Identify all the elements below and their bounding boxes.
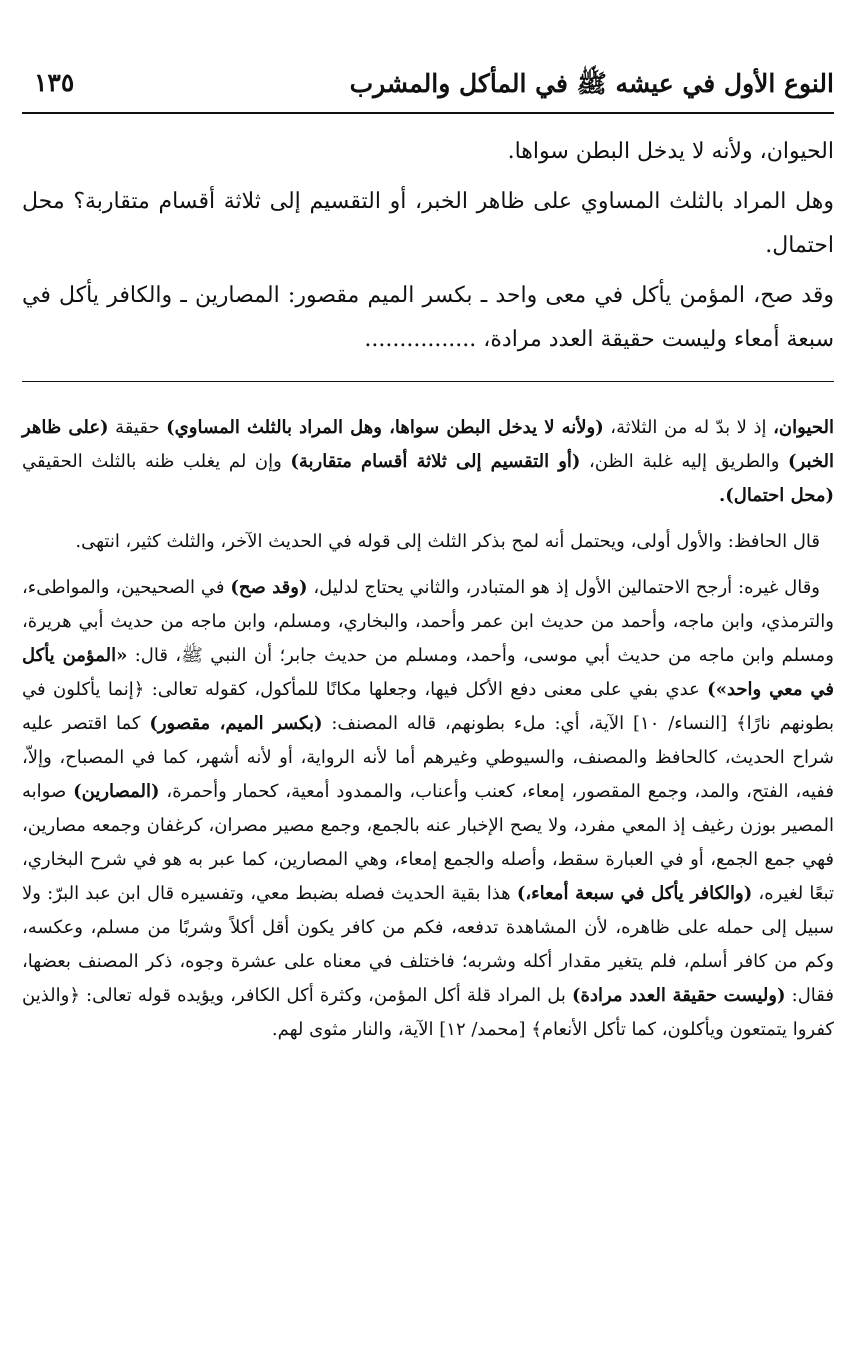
quoted-matn-text: (وليست حقيقة العدد مرادة): [572, 985, 786, 1006]
quoted-matn-text: (المصارين): [73, 781, 160, 802]
quoted-matn-text: (بكسر الميم، مقصور): [149, 713, 323, 734]
commentary-run: هذا بقية الحديث فصله بضبط معي، وتفسيره قال ابن عبد البرّ: ولا سبيل إلى حمله على ظاهره، لأن المشاهدة تدفعه، فكم من كافر يكون أقل أكلاً وشربًا من مسلم، وعكسه، وكم من كافر أسلم، فلم يتغير مقدار أكله وشربه؛ فاختلف في معناه على عشرة وجوه، ذكر المصنف بعضها، فقال:: [22, 883, 834, 1006]
main-paragraph: وقد صح، المؤمن يأكل في معى واحد ـ بكسر الميم مقصور: المصارين ـ والكافر يأكل في سبعة أمعاء وليست حقيقة العدد مرادة، ................: [22, 283, 834, 352]
commentary-run: بل المراد قلة أكل المؤمن، وكثرة أكل الكافر، ويؤيده قوله تعالى: ﴿والذين كفروا يتمتعون ويأكلون، كما تأكل الأنعام﴾ [محمد/ ١٢] الآية، والنار مثوى لهم.: [22, 985, 834, 1040]
commentary-run: كما اقتصر عليه شراح الحديث، كالحافظ والمصنف، والسيوطي وغيرهم أما لأنه الرواية، أو لأنه أشهر، كما في المصباح، وإلاّ، ففيه، الفتح، والمد، وجمع المقصور، إمعاء، كعنب وأعناب، والممدود أمعية، كحمار وأحمرة،: [22, 713, 834, 802]
quoted-matn-text: (على ظاهر الخبر): [22, 417, 834, 472]
quoted-matn-text: (وقد صح): [230, 577, 308, 598]
page-number: ١٣٥: [34, 68, 75, 97]
header-rule: [22, 112, 834, 114]
main-text: [22, 130, 834, 368]
quoted-matn-text: (والكافر يأكل في سبعة أمعاء،): [516, 883, 753, 904]
commentary-run: في الصحيحين، والمواطىء، والترمذي، وابن ماجه، وأحمد من حديث ابن عمر وأحمد، والبخاري، ومسلم، وابن ماجه من حديث أبي هريرة، ومسلم وابن ماجه من حديث أبي موسى، وأحمد، ومسلم من حديث جابر؛ أن النبي ﷺ، قال:: [22, 577, 835, 666]
quoted-matn-text: «المؤمن يأكل في معي واحد»): [22, 645, 834, 700]
quoted-matn-text: (أو التقسيم إلى ثلاثة أقسام متقاربة): [290, 451, 581, 472]
quoted-matn-text: (محل احتمال).: [719, 485, 834, 506]
commentary-run: عدي بفي على معنى دفع الأكل فيها، وجعلها مكانًا للمأكول، كقوله تعالى: ﴿إنما يأكلون في بطونهم نارًا﴾ [النساء/ ١٠] الآية، أي: ملء بطونهم، قاله المصنف:: [22, 679, 834, 734]
chapter-title: النوع الأول في عيشه ﷺ في المأكل والمشرب: [349, 69, 834, 98]
commentary-run: صوابه المصير بوزن رغيف إذ المعي مفرد، ولا يصح الإخبار عنه بالجمع، وجمع مصير مصران، كرغفان وجمعه مصارين، فهي جمع الجمع، أو في العبارة سقط، وأصله والجمع إمعاء، وهي المصارين، كما عبر به هو في شرح البخاري، تبعًا لغيره،: [22, 781, 834, 904]
commentary-run: والطريق إليه غلبة الظن،: [580, 451, 788, 472]
commentary-paragraph: [22, 411, 834, 513]
commentary-run: قال الحافظ: والأول أولى، ويحتمل أنه لمح بذكر الثلث إلى قوله في الحديث الآخر، والثلث كثير، انتهى.: [75, 531, 820, 552]
commentary-run: إذ لا بدّ له من الثلاثة،: [603, 417, 774, 438]
commentary-text: [22, 411, 834, 1059]
commentary-paragraph: [22, 571, 834, 1047]
quoted-matn-text: (ولأنه لا يدخل البطن سواها، وهل المراد بالثلث المساوي): [166, 417, 604, 438]
commentary-run: وقال غيره: أرجح الاحتمالين الأول إذ هو المتبادر، والثاني يحتاج لدليل،: [307, 577, 821, 598]
main-paragraph: وهل المراد بالثلث المساوي على ظاهر الخبر، أو التقسيم إلى ثلاثة أقسام متقاربة؟ محل احتمال.: [22, 189, 834, 258]
commentary-paragraph: [22, 525, 834, 559]
commentary-run: وإن لم يغلب ظنه بالثلث الحقيقي: [22, 451, 291, 472]
main-paragraph: الحيوان، ولأنه لا يدخل البطن سواها.: [507, 139, 834, 164]
commentary-separator: [22, 381, 834, 382]
quoted-matn-text: الحيوان،: [773, 417, 834, 438]
commentary-run: حقيقة: [108, 417, 167, 438]
running-header: [34, 64, 834, 108]
